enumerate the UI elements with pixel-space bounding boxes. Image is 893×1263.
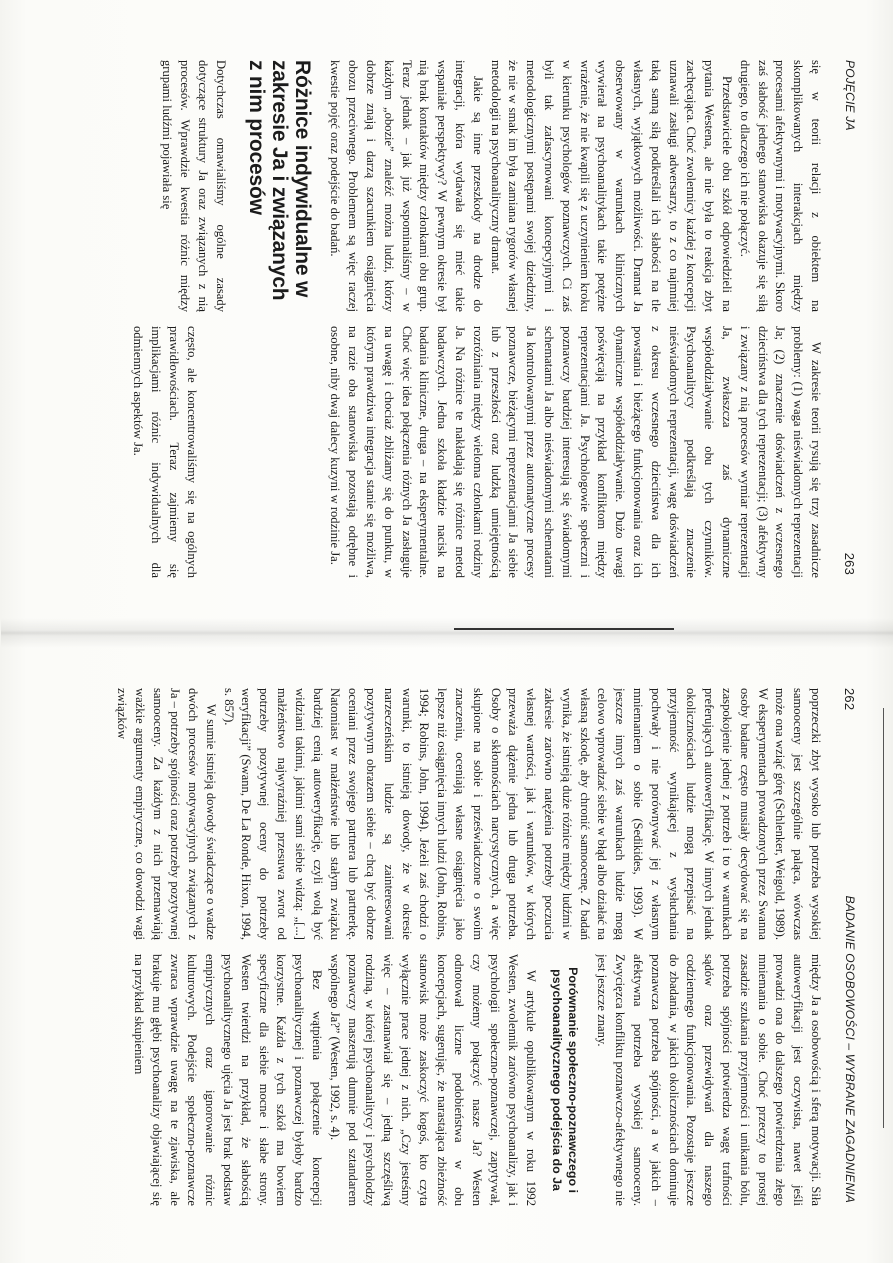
book-gutter — [1, 618, 893, 648]
chapter-heading: Różnice indywidualne w zakresie Ja i związanych z nim procesów — [244, 60, 314, 301]
text-column-2 — [24, 954, 824, 1206]
running-head — [840, 60, 860, 575]
rotated-spread — [1, 0, 893, 1263]
paragraph: Dotychczas omawialiśmy ogólne zasady dotyczące struktury Ja oraz związanych z nią procesów. Wprawdzie kwestia różnic między grupami ludźmi pojawiała się — [160, 60, 228, 312]
section-heading: Porównanie społeczno-poznawczego i psychoanalitycznego podejścia do Ja — [549, 967, 580, 1193]
paragraph: często, ale koncentrowaliśmy się na ogólnych prawidłowościach. Teraz zajmiemy się implikacjami różnic indywidualnych dla odmiennych aspektów Ja. — [131, 326, 199, 578]
paragraph: W zakresie teorii rysują się trzy zasadnicze problemy: (1) waga nieświadomych reprezentacji Ja; (2) znaczenie doświadczeń z wczesnego dzieciństwa dla tych reprezentacji; (3) afektywny i związany z nią procesów wymiar reprezentacji Ja, zwłaszcza zaś dynamiczne współoddziaływanie obu tych czynników. Psychoanalitycy podkreślają znaczenie nieświadomych reprezentacji, wagę doświadczeń z okresu wczesnego dzieciństwa dla ich powstania i bieżącego funkcjonowania oraz ich dynamiczne współoddziaływanie. Dużo uwagi poświęcają na przykład konfliktom między reprezentacjami Ja. Psychologowie społeczni i poznawczy bardziej interesują się świadomymi schematami Ja albo nieświadomymi schematami Ja kontrolowanymi przez automatyczne procesy poznawcze, bieżącymi reprezentacjami Ja siebie lub z przeszłości oraz ludzką umiejętnością rozróżniania między wieloma członkami rodziny Ja. Na różnice te nakładają się różnice metod badawczych. Jedna szkoła kładzie nacisk na badania kliniczne, druga – na eksperymentalne. Choć więc idea połączenia różnych Ja zasługuje na uwagę i chociaż zbliżamy się do punktu, w którym prawdziwa integracja stanie się możliwa, na razie oba stanowiska pozostają odrębne i osobne, niby dwaj dalecy kuzyni w rodzinie Ja. — [328, 326, 823, 578]
page-263 — [1, 20, 893, 615]
paragraph: Jakie są inne przeszkody na drodze do integracji, która wydawała się mieć takie wspaniałe perspektywy? W pewnym okresie był nią brak kontaktów między członkami obu grup. Teraz jednak – jak już wspominaliśmy – w każdym „obozie” znaleźć można ludzi, którzy dobrze znają i darzą szacunkiem osiągnięcia obozu przeciwnego. Problemem są więc raczej kwestie pojęć oraz podejście do badań. — [328, 60, 485, 312]
paragraph: Przedstawiciele obu szkół odpowiedzieli na pytania Westena, ale nie była to reakcja zbyt zachęcająca. Choć zwolennicy każdej z koncepcji uznawali zasługi adwersarzy, to z co najmniej taką samą siłą podkreślali ich słabości na tle własnych, wyjątkowych możliwości. Dramat Ja obserwowany w warunkach klinicznych wywierał na psychoanalitykach takie potężne wrażenie, że nie kwapili się z uczynieniem kroku w kierunku psychologów poznawczych. Ci zaś byli tak zafascynowani koncepcyjnymi i metodologicznymi postępami swojej dziedziny, że nie w smak im była zamiana rygorów własnej metodologii na psychoanalityczny dramat. — [488, 60, 735, 312]
running-head — [840, 688, 860, 1203]
text-column-1 — [24, 60, 824, 312]
paragraph: W artykule opublikowanym w roku 1992 Westen, zwolennik zarówno psychoanalizy, jak i psychologii społeczno-poznawczej, zapytywał, czy możemy połączyć nasze Ja? Westen odnotował liczne podobieństwa w obu koncepcjach, sugerując, że narastająca zbieżność stanowisk może zaskoczyć kogoś, kto czyta wyłącznie prace jednej z nich. „Czy jesteśmy więc – zastanawiał się – jedną szczęśliwą rodziną, w której psychoanalitycy i psycholodzy poznawczy maszerują dumnie pod sztandarem wspólnego Ja?” (Westen, 1992, s. 4). — [327, 954, 538, 1206]
text-column-1 — [24, 688, 824, 940]
page-number: 263 — [842, 552, 858, 575]
paragraph: Bez wątpienia połączenie koncepcji psychoanalitycznej i poznawczej byłoby bardzo korzystne. Każda z tych szkół ma bowiem specyficzne dla siebie mocne i słabe strony. Westen twierdzi na przykład, że słabością psychoanalitycznego ujęcia Ja jest brak podstaw empirycznych oraz ignorowanie różnic kulturowych. Podejście społeczno-poznawcze zwraca wprawdzie uwagę na te zjawiska, ale brakuje mu głębi psychoanalizy objawiającej się na przykład skupieniem — [132, 954, 325, 1206]
running-head-title: POJĘCIE JA — [843, 60, 857, 131]
paragraph: poprzeczki zbyt wysoko lub potrzeba wysokiej samooceny jest szczególnie paląca, wówczas może ona wziąć górę (Schlenker, Weigold, 1989). W eksperymentach prowadzonych przez Swanna osoby badane często musiały decydować się na zaspokojenie jednej z potrzeb i to w warunkach preferujących autoweryfikację. W innych jednak okolicznościach ludzie mogą przepisać na przyjemność wynikającej z wysłuchania pochwały i nie porównywać jej z własnym mniemaniem o sobie (Sedikides, 1993). W jeszcze innych zaś warunkach ludzie mogą celowo wprowadzać siebie w błąd albo działać na własną szkodę, aby chronić samoocenę. Z badań wynika, że istnieją duże różnice między ludźmi w zakresie zarówno natężenia potrzeby poczucia własnej wartości, jak i warunków, w których przeważa dążenie jedna lub druga potrzeba. Osoby o skłonnościach narcystycznych, a więc skupione na sobie i przeświadczone o swoim znaczeniu, oceniają własne osiągnięcia jako lepsze niż osiągnięcia innych ludzi (John, Robins, 1994; Robins, John, 1994). Jeżeli zaś chodzi o warunki, to istnieją dowody, że w okresie narzeczeńskim ludzie są zainteresowani pozytywnym obrazem siebie – chcą być dobrze oceniani przez swojego partnera lub partnerkę. Natomiast w małżeństwie lub stałym związku bardziej cenią autoweryfikację, czyli wolą być widziani takimi, jakimi sami siebie widzą: „[...] małżeństwo najwyraźniej przesuwa zwrot od potrzeby pozytywnej oceny do potrzeby weryfikacji” (Swann, De La Ronde, Hixon, 1994, s. 857). — [221, 688, 823, 940]
gutter-rule — [454, 628, 674, 630]
page-number: 262 — [842, 688, 858, 711]
scan-rule — [883, 708, 884, 1128]
text-column-2 — [24, 326, 824, 578]
paragraph: W sumie istnieją dowody świadczące o wadze dwóch procesów motywacyjnych związanych z Ja – potrzeby spójności oraz potrzeby pozytywnej samooceny. Za każdym z nich przemawiają ważkie argumenty empiryczne, co dowodzi wagi związków — [114, 688, 218, 940]
running-head-title: BADANIE OSOBOWOŚCI – WYBRANE ZAGADNIENIA — [843, 895, 857, 1203]
page-262 — [1, 648, 893, 1243]
paragraph: się w teorii relacji z obiektem na skomplikowanych interakcjach między procesami afektywnymi i motywacyjnymi. Skoro zaś słabość jednego stanowiska okazuje się siłą drugiego, to dlaczego ich nie połączyć. — [737, 60, 823, 312]
paragraph: między Ja a osobowością i sferą motywacji. Siła autoweryfikacji jest oczywista, nawet jeśli prowadzi ona do dalszego potwierdzenia złego mniemania o sobie. Choć przeczy to prostej zasadzie szukania przyjemności i unikania bólu, potrzeba spójności potwierdza wagę trafności sądów oraz przewidywań dla naszego codziennego funkcjonowania. Pozostaje jeszcze do zbadania, w jakich okolicznościach dominuje poznawcza potrzeba spójności, a w jakich – afektywna potrzeba wysokiej samooceny. Zwycięzca konfliktu poznawczo-afektywnego nie jest jeszcze znany. — [595, 954, 823, 1206]
